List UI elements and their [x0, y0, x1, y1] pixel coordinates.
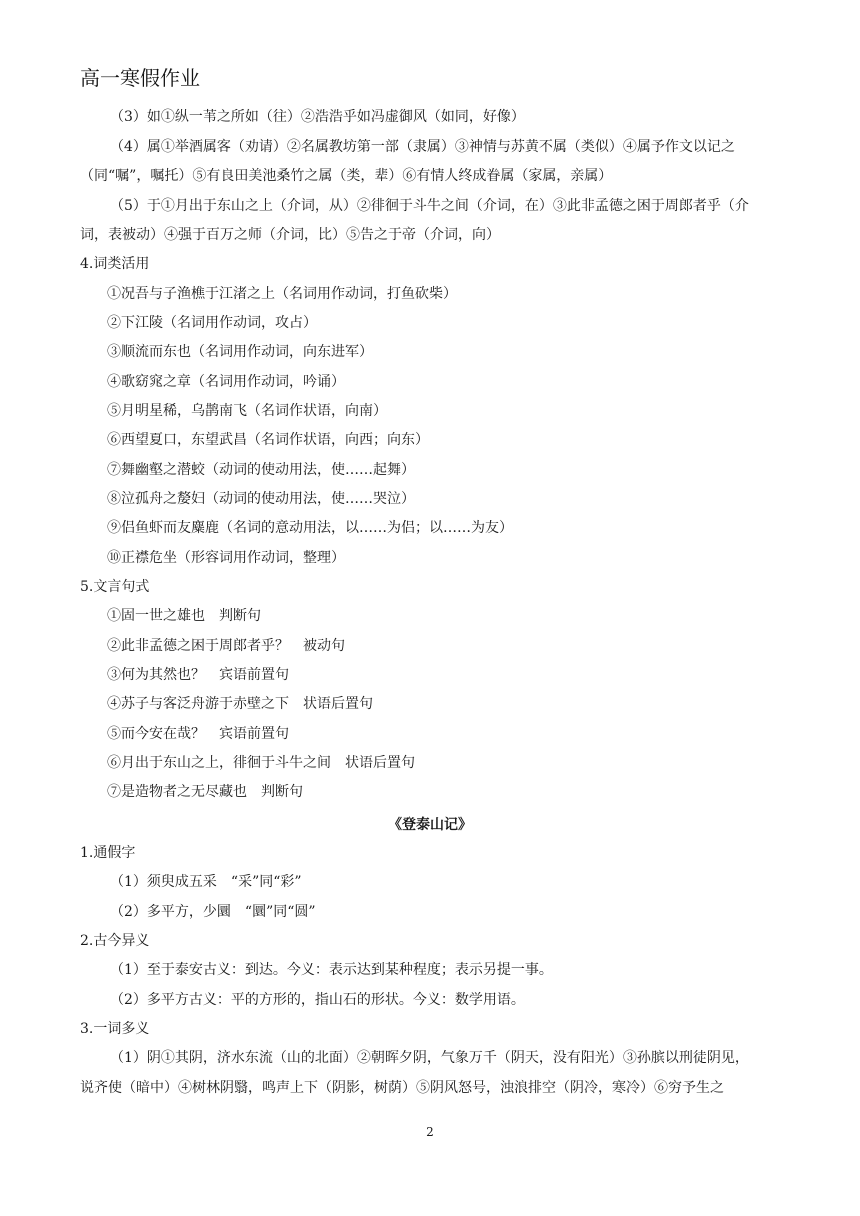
text-line: ③何为其然也？ 宾语前置句 — [107, 667, 289, 683]
text-line: ②此非孟德之困于周郎者乎？ 被动句 — [107, 638, 345, 654]
section-heading: 3.一词多义 — [80, 1021, 150, 1037]
text-line: ⑦舞幽壑之潜蛟（动词的使动用法，使……起舞） — [107, 462, 415, 478]
text-line: ①况吾与子渔樵于江渚之上（名词用作动词，打鱼砍柴） — [107, 286, 457, 302]
text-line: （4）属①举酒属客（劝请）②名属教坊第一部（隶属）③神情与苏黄不属（类似）④属予作文以记之 — [110, 139, 735, 155]
text-line: ⑨侣鱼虾而友麋鹿（名词的意动用法，以……为侣；以……为友） — [107, 520, 513, 536]
text-line: ①固一世之雄也 判断句 — [107, 608, 261, 624]
text-line: （2）多平方，少圜 “圜”同“圆” — [110, 904, 316, 920]
section-heading: 5.文言句式 — [80, 579, 150, 595]
text-line: ④苏子与客泛舟游于赤壁之下 状语后置句 — [107, 696, 373, 712]
page-header-title: 高一寒假作业 — [80, 66, 200, 90]
text-line: ⑦是造物者之无尽藏也 判断句 — [107, 784, 303, 800]
text-line: ④歌窈窕之章（名词用作动词，吟诵） — [107, 374, 345, 390]
section-heading: 2.古今异义 — [80, 933, 150, 949]
text-line: 词，表被动）④强于百万之师（介词，比）⑤告之于帝（介词，向） — [80, 227, 500, 243]
text-line: （同“嘱”，嘱托）⑤有良田美池桑竹之属（类，辈）⑥有情人终成眷属（家属，亲属） — [80, 168, 613, 184]
text-line: ⑤月明星稀，乌鹊南飞（名词作状语，向南） — [107, 403, 387, 419]
text-line: ⑥西望夏口，东望武昌（名词作状语，向西；向东） — [107, 432, 429, 448]
text-line: ⑩正襟危坐（形容词用作动词，整理） — [107, 550, 345, 566]
text-line: ⑥月出于东山之上，徘徊于斗牛之间 状语后置句 — [107, 755, 415, 771]
text-line: （1）须臾成五采 “采”同“彩” — [110, 874, 302, 890]
section-heading: 1.通假字 — [80, 845, 136, 861]
section-heading: 4.词类活用 — [80, 256, 150, 272]
text-line: 说齐使（暗中）④树林阴翳，鸣声上下（阴影，树荫）⑤阴风怒号，浊浪排空（阴冷，寒冷）⑥穷予生之 — [80, 1080, 724, 1096]
section-title: 《登泰山记》 — [388, 817, 472, 833]
text-line: ⑤而今安在哉？ 宾语前置句 — [107, 726, 289, 742]
text-line: （5）于①月出于东山之上（介词，从）②徘徊于斗牛之间（介词，在）③此非孟德之困于周郎者乎（介 — [110, 198, 749, 214]
text-line: （2）多平方古义：平的方形的，指山石的形状。今义：数学用语。 — [110, 992, 525, 1008]
text-line: （3）如①纵一苇之所如（往）②浩浩乎如冯虚御风（如同，好像） — [110, 109, 525, 125]
text-line: ⑧泣孤舟之嫠妇（动词的使动用法，使……哭泣） — [107, 491, 415, 507]
page-number: 2 — [426, 1125, 434, 1139]
text-line: （1）至于泰安古义：到达。今义：表示达到某种程度；表示另提一事。 — [110, 962, 553, 978]
text-line: ③顺流而东也（名词用作动词，向东进军） — [107, 344, 373, 360]
text-line: ②下江陵（名词用作动词，攻占） — [107, 315, 317, 331]
text-line: （1）阴①其阴，济水东流（山的北面）②朝晖夕阴，气象万千（阴天，没有阳光）③孙膑以刑徒阴见， — [110, 1050, 749, 1066]
